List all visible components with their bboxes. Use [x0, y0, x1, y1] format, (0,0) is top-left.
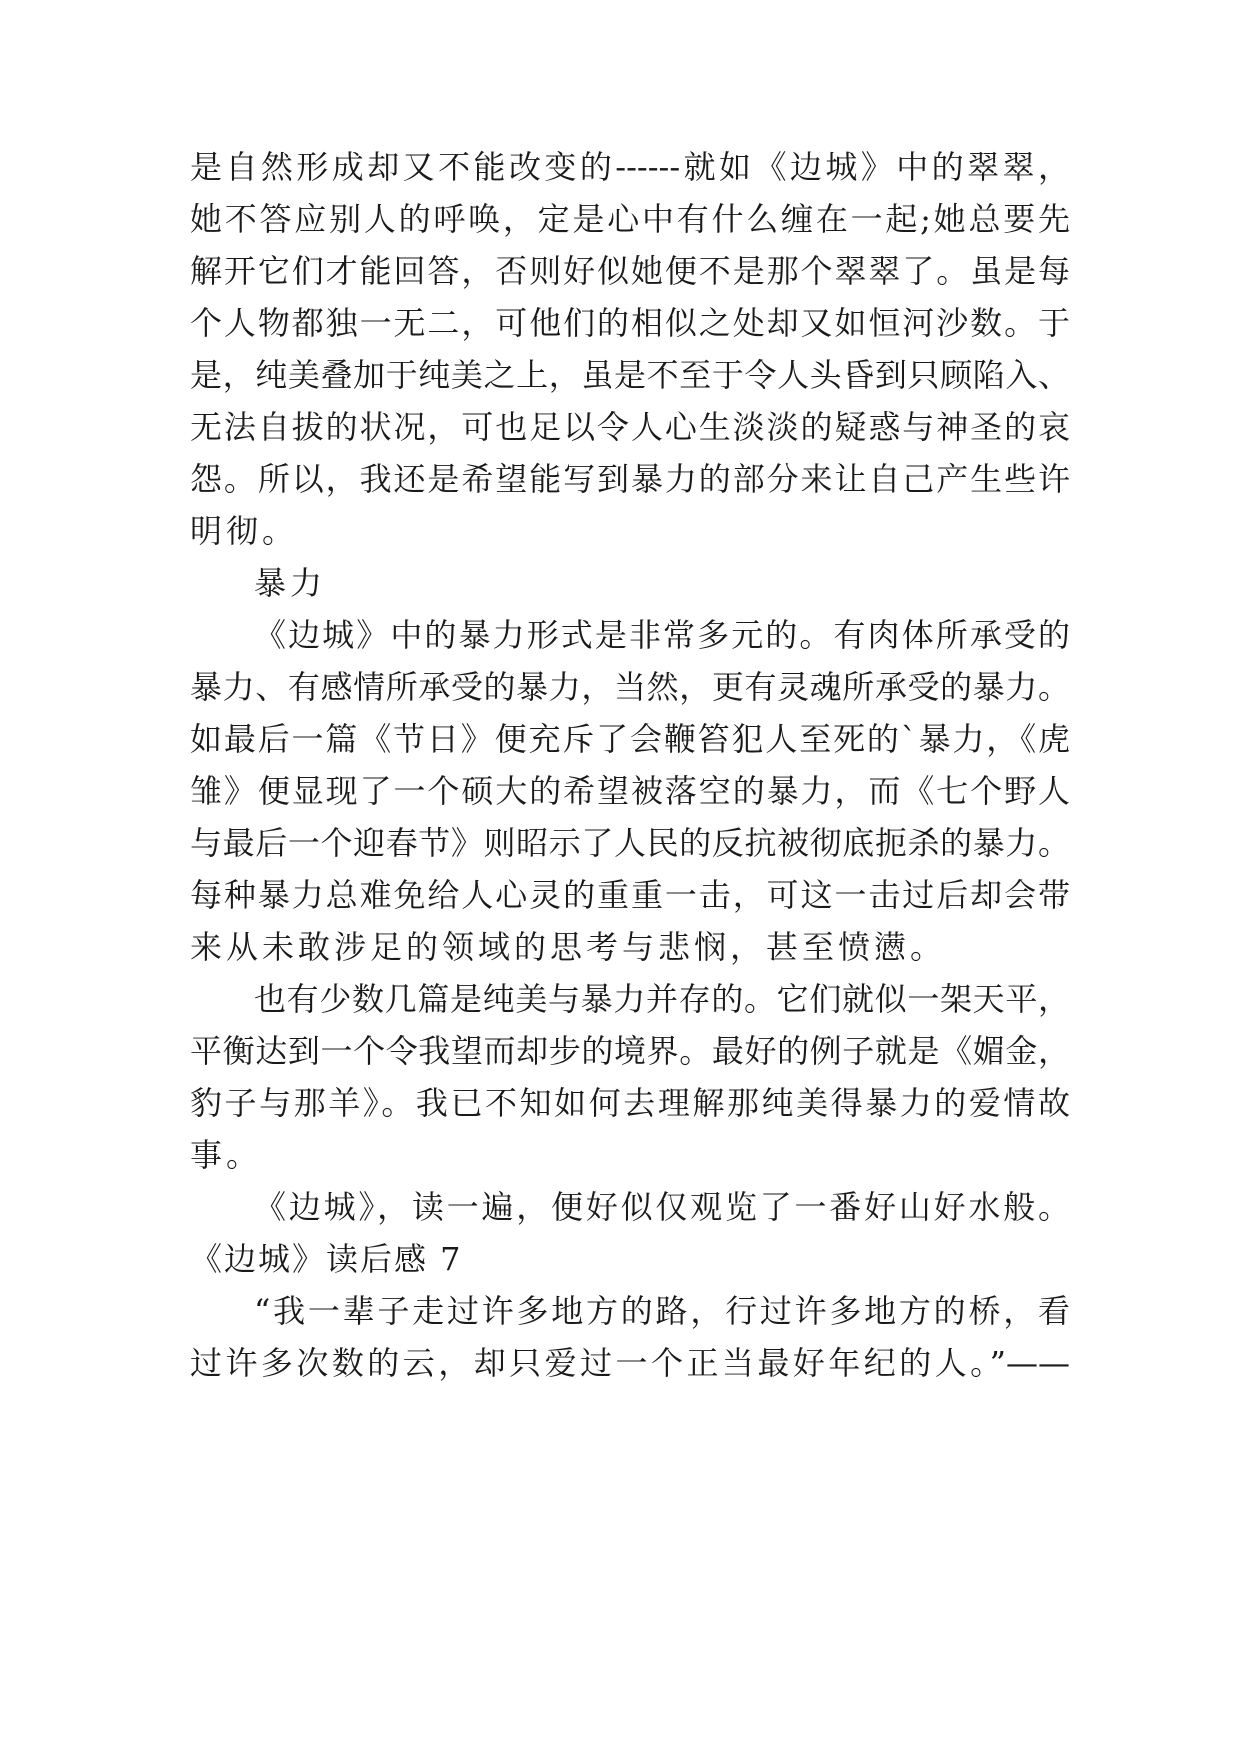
paragraph-line: 来从未敢涉足的领域的思考与悲悯，甚至愤懑。 — [190, 928, 947, 966]
paragraph-line: 怨。所以，我还是希望能写到暴力的部分来让自己产生些许 — [190, 460, 1070, 498]
paragraph-line: 每种暴力总难免给人心灵的重重一击，可这一击过后却会带 — [190, 876, 1070, 914]
paragraph-line: 她不答应别人的呼唤，定是心中有什么缠在一起;她总要先 — [190, 200, 1070, 238]
paragraph-line: 雏》便显现了一个硕大的希望被落空的暴力，而《七个野人 — [190, 772, 1070, 810]
paragraph-line: 《边城》，读一遍，便好似仅观览了一番好山好水般。 — [254, 1188, 1070, 1226]
paragraph-line: 明彻。 — [190, 512, 299, 550]
paragraph-line: 是，纯美叠加于纯美之上，虽是不至于令人头昏到只顾陷入、 — [190, 356, 1070, 394]
paragraph-line: 事。 — [190, 1136, 263, 1174]
paragraph-line: “我一辈子走过许多地方的路，行过许多地方的桥，看 — [254, 1292, 1070, 1330]
section-title: 《边城》读后感 7 — [190, 1240, 463, 1278]
paragraph-line: 与最后一个迎春节》则昭示了人民的反抗被彻底扼杀的暴力。 — [190, 824, 1070, 862]
paragraph-line: 《边城》中的暴力形式是非常多元的。有肉体所承受的 — [254, 616, 1070, 654]
paragraph-line: 解开它们才能回答，否则好似她便不是那个翠翠了。虽是每 — [190, 252, 1070, 290]
paragraph-line: 也有少数几篇是纯美与暴力并存的。它们就似一架天平， — [254, 980, 1070, 1018]
paragraph-line: 过许多次数的云，却只爱过一个正当最好年纪的人。”—— — [190, 1344, 1070, 1382]
paragraph-line: 如最后一篇《节日》便充斥了会鞭笞犯人至死的`暴力，《虎 — [190, 720, 1070, 758]
paragraph-line: 个人物都独一无二，可他们的相似之处却又如恒河沙数。于 — [190, 304, 1070, 342]
paragraph-line: 平衡达到一个令我望而却步的境界。最好的例子就是《媚金， — [190, 1032, 1070, 1070]
paragraph-line: 豹子与那羊》。我已不知如何去理解那纯美得暴力的爱情故 — [190, 1084, 1070, 1122]
paragraph-line: 无法自拔的状况，可也足以令人心生淡淡的疑惑与神圣的哀 — [190, 408, 1070, 446]
paragraph-line: 暴力、有感情所承受的暴力，当然，更有灵魂所承受的暴力。 — [190, 668, 1070, 706]
paragraph-line: 是自然形成却又不能改变的------就如《边城》中的翠翠， — [190, 148, 1070, 186]
section-heading: 暴力 — [254, 564, 327, 602]
